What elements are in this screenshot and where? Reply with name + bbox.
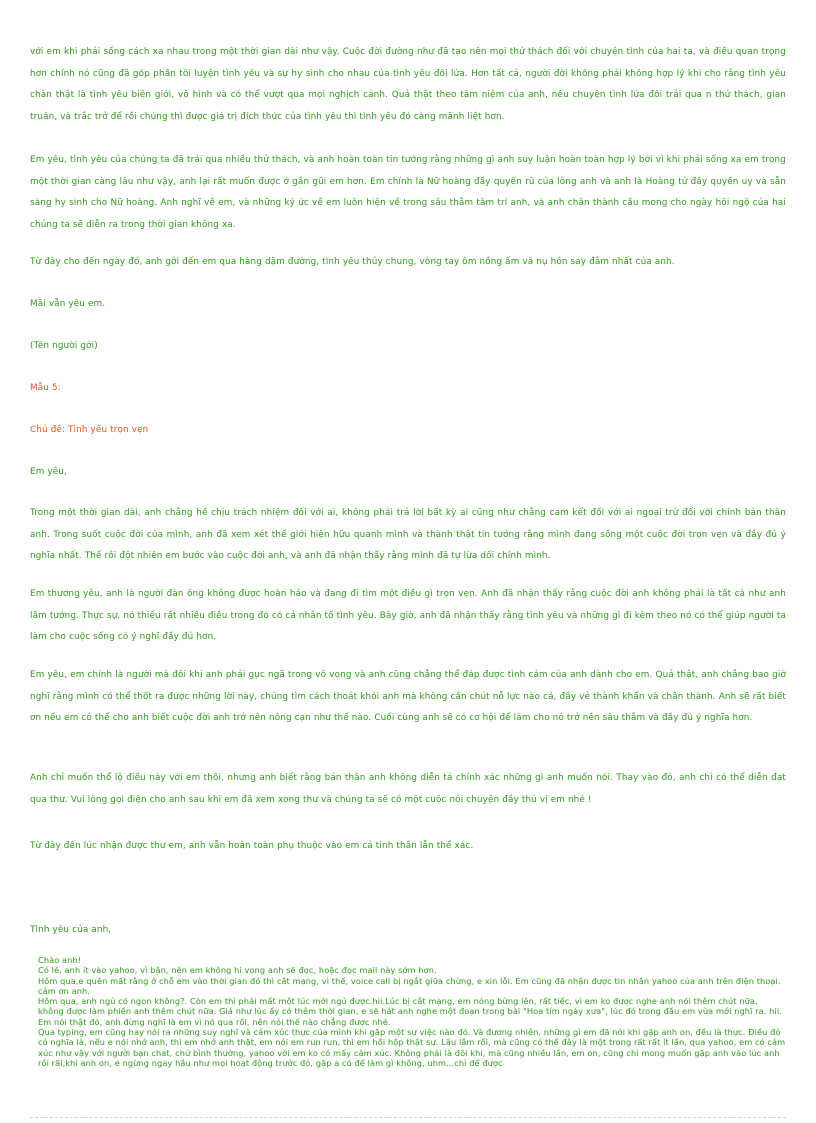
paragraph-separation-trials: với em khi phải sống cách xa nhau trong một thời gian dài như vậy. Cuộc đời đường như đã tạo nên mọi thử thách đối với chuyện tình của hai ta, và điều quan trọng hơn chính nó cũng đã góp phần tôi luyện tình yêu và sự hy sinh cho nhau của tình yêu đôi lứa. Hơn tất cả, người đời không phải không hợp lý khi cho rằng tình yêu chân thật là tình yêu biên giới, vô hình và có thể vượt qua mọi nghịch cảnh. Quả thật theo tâm niệm của anh, nếu chuyện tình lứa đôi trải qua n thử thách, gian truân, và trắc trở để rồi chúng thì được giá trị đích thức của tình yêu thì tình yêu đó càng mãnh liệt hơn. [30,47,786,122]
closing-forever-love: Mãi vẫn yêu em. [30,299,106,309]
signature-line: Tình yêu của anh, [30,925,112,935]
email-line: Hôm qua, anh ngủ có ngon không?. Còn em thì phải mất một lúc mới ngủ được.hii.Lúc bị cắt mạng, em nóng bừng lên, rất tiếc, vì em ko được nghe anh nói thêm chút nữa, không được làm phiền anh thêm chút nữa. Giá như lúc ấy có thêm thời gian, e sẽ hát anh nghe một đoạn trong bài "Hoa tím ngày xưa", lúc đó trong đầu em vừa mới nghĩ ra. hii. Em nói thật đó, anh đừng nghĩ là em vì nó qua rồi, nên nói thế nào chẳng được nhé. [38,996,782,1027]
sender-name-placeholder: (Tên người gởi) [30,341,98,351]
paragraph-complete-life: Trong một thời gian dài, anh chẳng hề chịu trách nhiệm đối với ai, không phải trả lời bất kỳ ai cũng như chẳng cam kết đối với ai ngoại trừ đối với chính bản thân anh. Trong suốt cuộc đời của mình, anh đã xem xét thế giới hiện hữu quanh mình và thành thật tin tưởng rằng mình đang sống một cuộc đời trọn vẹn và đầy đủ ý nghĩa nhất. Thế rồi đột nhiên em bước vào cuộc đời anh, và anh đã nhận thấy rằng mình đã tự lừa dối chính mình. [30,508,786,561]
paragraph-love-trials: Em yêu, tình yêu của chúng ta đã trải qua nhiều thử thách, và anh hoàn toàn tin tưởng rằng những gì anh suy luận hoàn toàn hợp lý bởi vì khi phải sống xa em trong một thời gian càng lâu như vậy, anh lại rất muốn được ở gần gũi em hơn. Em chính là Nữ hoàng đầy quyến rũ của lòng anh và anh là Hoàng tử đầy quyền uy và sẵn sàng hy sinh cho Nữ hoàng. Anh nghĩ về em, và những kỷ ức về em luôn hiện về trong sâu thẳm tâm trí anh, và anh chân thành cầu mong cho ngày hội ngộ của hai chúng ta sẽ diễn ra trong thời gian không xa. [30,155,786,230]
email-greeting: Chào anh! [38,955,82,965]
paragraph-confession: Anh chỉ muốn thổ lộ điều này với em thôi, nhưng anh biết rằng bản thân anh không diễn tả chính xác những gì anh muốn nói. Thay vào đó, anh chỉ có thể diễn đạt qua thư. Vui lòng gọi điện cho anh sau khi em đã xem xong thư và chúng ta sẽ có một cuộc nói chuyện đầy thú vị em nhé ! [30,773,786,805]
page-divider [30,1117,786,1118]
paragraph-sending-love: Từ đây cho đến ngày đó, anh gởi đến em qua hàng dặm đường, tình yêu thủy chung, vòng tay ôm nồng ấm và nụ hôn say đắm nhất của anh. [30,257,675,267]
greeting: Em yêu, [30,467,67,477]
subject-line: Chủ đề: Tình yêu trọn vẹn [30,425,149,435]
email-line: Qua typing, em cũng hay nói ra những suy nghĩ và cảm xúc thực của mình khi gặp một sự việc nào đó. Và đương nhiên, những gì em đã nói khi gặp anh on, đều là thực. Điều đó có nghĩa là, nếu e nói nhớ anh, thì em nhớ anh thật, em nói em run run, thì em hồi hộp thật sự. Lâu lắm rồi, mà cũng có thể đây là một trong rất rất ít lần, qua yahoo, em có cảm xúc như vậy với người bạn chat, chứ bình thường, yahoo với em ko có mấy cảm xúc. Không phải là đôi khi, mà cũng nhiều lần, em on, cũng chỉ mong muốn gặp anh vào lúc anh rồi rãi,khi anh on, e ngừng ngay hầu như mọi hoạt động trước đó, gặp a có để làm gì không, uhm...chỉ để được [38,1027,786,1068]
sample-heading: Mẫu 5: [30,383,61,393]
paragraph-imperfect-man: Em thương yêu, anh là người đàn ông không được hoàn hảo và đang đi tìm một điều gì trọn vẹn. Anh đã nhận thấy rằng cuộc đời anh không phải là tất cả như anh lầm tưởng. Thực sự, nó thiếu rất nhiều điều trong đó có cả nhân tố tình yêu. Bây giờ, anh đã nhận thấy rằng tình yêu và những gì đi kèm theo nó có thể giúp người ta làm cho cuộc sống có ý nghĩ đầy đủ hơn. [30,589,786,642]
paragraph-dependence: Từ đây đến lúc nhận được thư em, anh vẫn hoàn toàn phụ thuộc vào em cả tinh thần lẫn thể xác. [30,841,474,851]
email-line: Có lẽ, anh ít vào yahoo, vì bận, nên em không hi vọng anh sẽ đọc, hoặc đọc mail này sớm hơn. [38,965,437,976]
paragraph-gratitude: Em yêu, em chính là người mà đôi khi anh phải gục ngã trong vô vọng và anh cũng chẳng thể đáp được tình cảm của anh dành cho em. Quả thật, anh chẳng bao giờ nghĩ rằng mình có thể thốt ra được những lời này, chúng tìm cách thoát khỏi anh mà không cần chút nỗ lực nào cả, đầy vẻ thành khẩn và chân thành. Anh sẽ rất biết ơn nếu em có thể cho anh biết cuộc đời anh trở nên nông cạn như thế nào. Cuối cùng anh sẽ có cơ hội để làm cho nó trở nên sâu thẳm và đầy đủ ý nghĩa hơn. [30,670,786,723]
email-line: Hôm qua,e quên mất rằng ở chỗ em vào thời gian đó thì cắt mạng, vì thế, voice call bị ngắt giữa chừng, e xin lỗi. Em cũng đã nhận được tin nhắn yahoo của anh trên điện thoại. cảm ơn anh. [38,975,781,996]
email-letter-block [38,955,786,1068]
